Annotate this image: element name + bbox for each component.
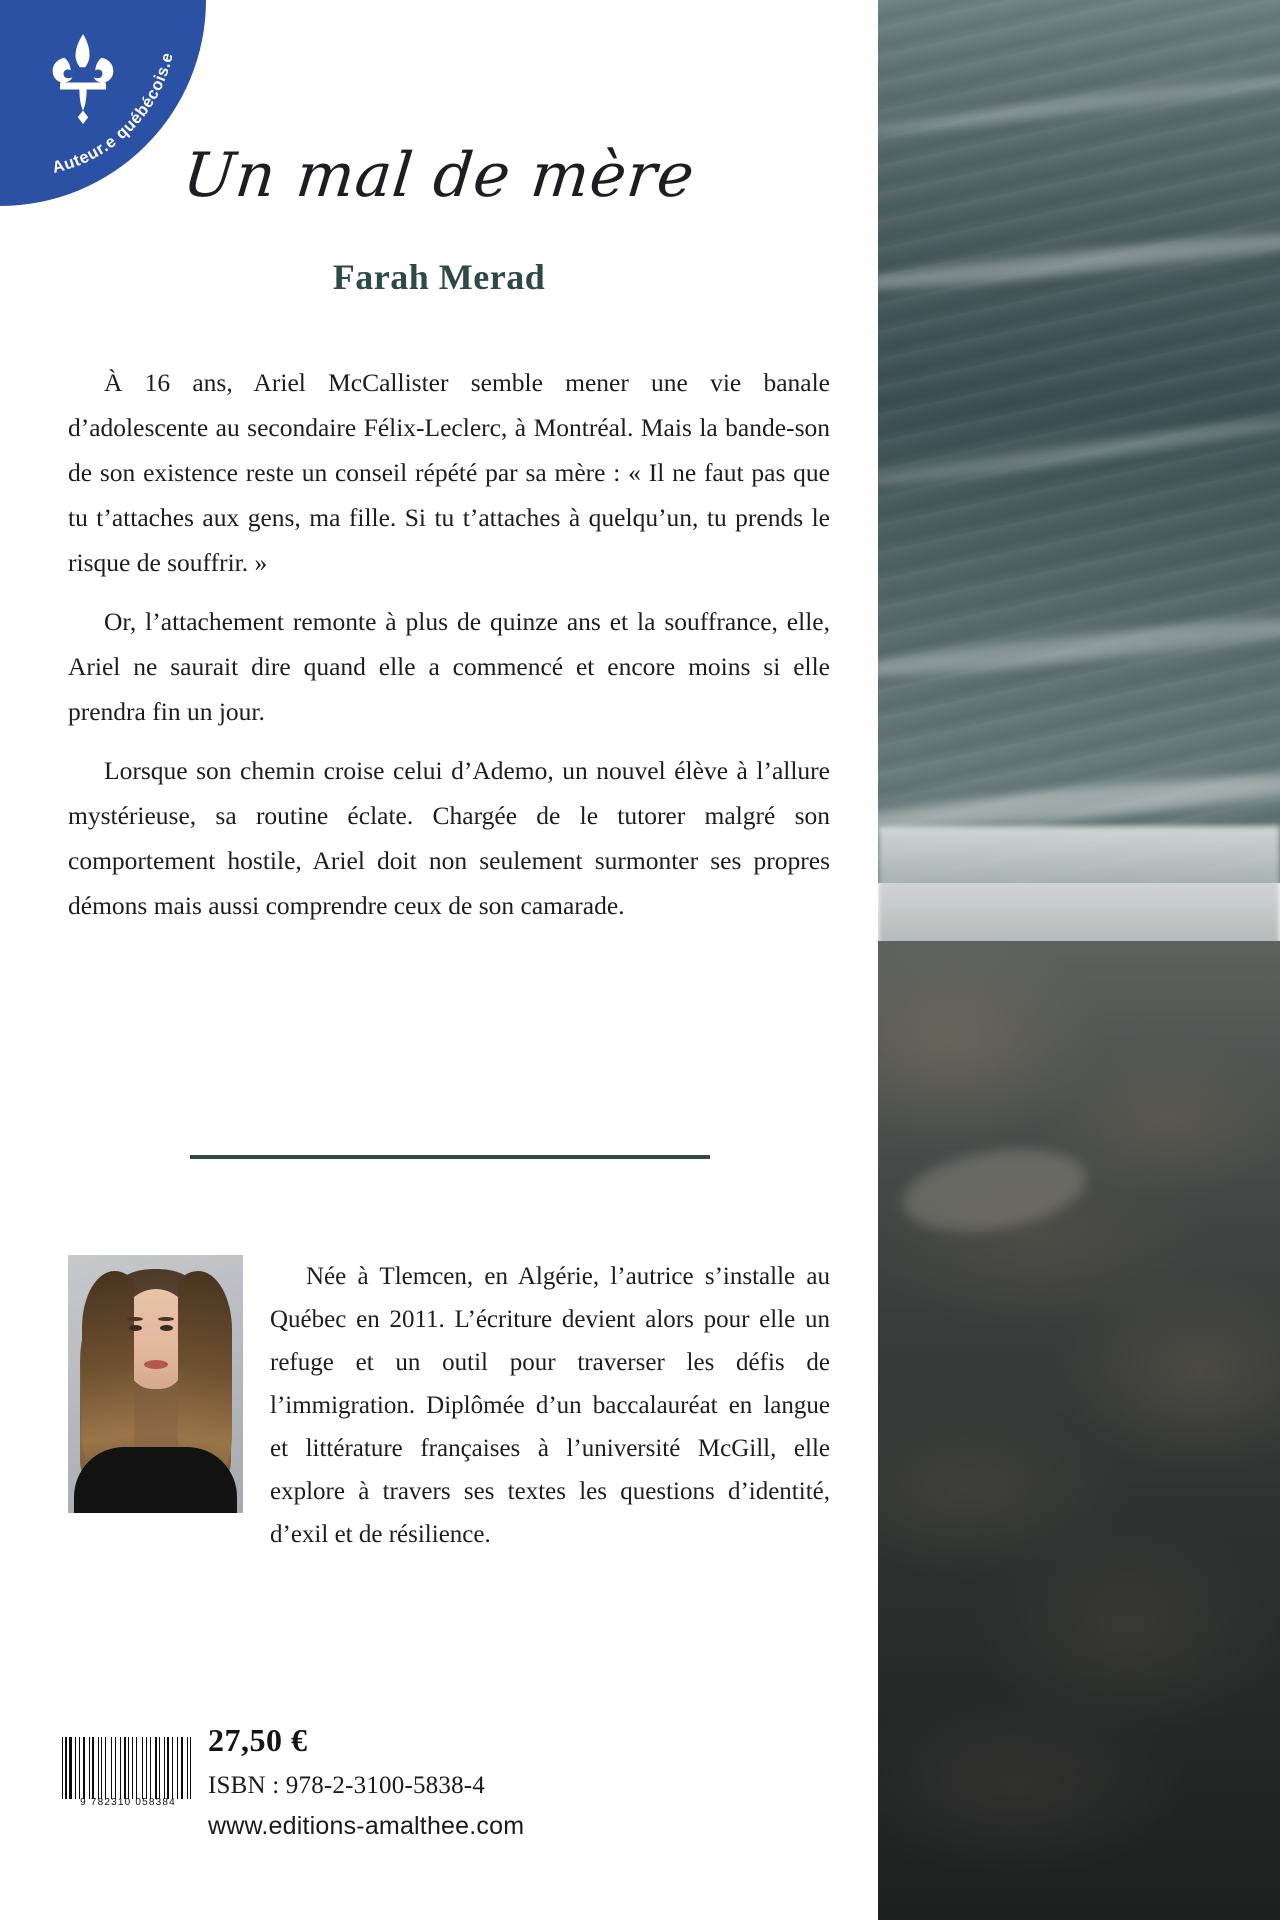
- author-portrait-photo: [68, 1255, 243, 1513]
- badge-curved-text: [0, 0, 206, 206]
- publisher-website[interactable]: www.editions-amalthee.com: [208, 1812, 525, 1840]
- isbn-barcode: [62, 1737, 194, 1815]
- blurb-paragraph: Or, l’attachement remonte à plus de quinze ans et la souffrance, elle, Ariel ne saurait dire quand elle a commencé et encore moins si elle prendra fin un jour.: [68, 607, 830, 726]
- portrait-brow-right: [158, 1317, 174, 1321]
- barcode-bars: [62, 1737, 194, 1799]
- blurb-paragraph: Lorsque son chemin croise celui d’Ademo, un nouvel élève à l’allure mystérieuse, sa routine éclate. Chargée de le tutorer malgré son comportement hostile, Ariel doit non seulement surmonter ses propres démons mais aussi comprendre ceux de son camarade.: [68, 756, 830, 920]
- portrait-eye-right: [160, 1325, 173, 1331]
- page-title: Un mal de mère: [179, 140, 699, 211]
- book-blurb: [68, 360, 830, 928]
- rocks-photo-region: [878, 941, 1280, 1920]
- price-label: 27,50 €: [208, 1722, 308, 1758]
- badge-text-label: Auteur.e québécois.e: [50, 50, 177, 177]
- portrait-torso: [74, 1447, 237, 1513]
- blurb-paragraph: À 16 ans, Ariel McCallister semble mener une vie banale d’adolescente au secondaire Félix-Leclerc, à Montréal. Mais la bande-son de son existence reste un conseil répété par sa mère : « Il ne faut pas que tu t’attaches aux gens, ma fille. Si tu t’attaches à quelqu’un, tu prends le risque de souffrir. »: [68, 368, 830, 577]
- section-divider: [190, 1155, 710, 1159]
- portrait-lips: [144, 1360, 168, 1369]
- sea-photo-region: [878, 0, 1280, 883]
- isbn-label: ISBN : 978-2-3100-5838-4: [208, 1772, 486, 1799]
- quebec-author-badge: [0, 0, 206, 206]
- portrait-brow-left: [127, 1317, 143, 1321]
- cover-photo-strip: [878, 0, 1280, 1920]
- barcode-digits: 9 782310 058384: [80, 1797, 176, 1808]
- author-name: Farah Merad: [332, 257, 546, 297]
- portrait-eye-left: [129, 1325, 142, 1331]
- author-bio-text: Née à Tlemcen, en Algérie, l’autrice s’installe au Québec en 2011. L’écriture devient alors pour elle un refuge et un outil pour traverser les défis de l’immigration. Diplômée d’un baccalauréat en langue et littérature françaises à l’université McGill, elle explore à travers ses textes les questions d’identité, d’exil et de résilience.: [270, 1263, 830, 1548]
